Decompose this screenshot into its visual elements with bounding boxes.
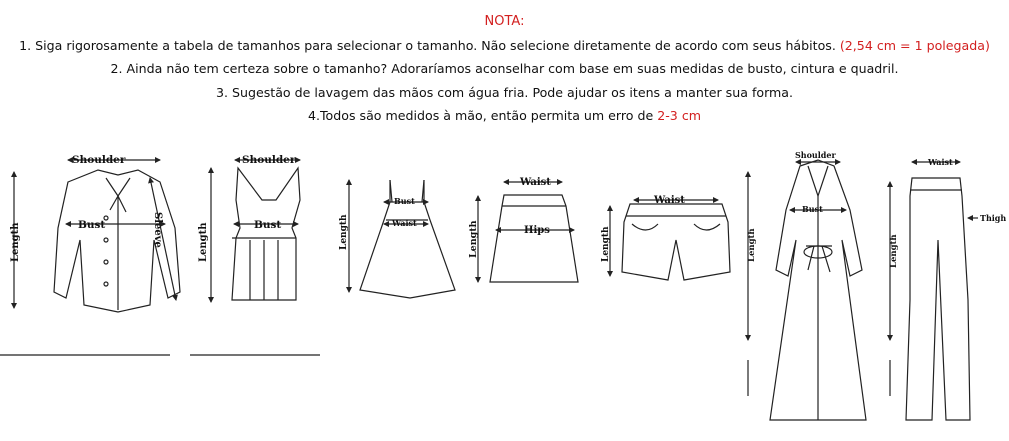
trousers-length-label: Length — [889, 234, 899, 268]
skirt-waist-label: Waist — [520, 177, 551, 188]
skirt-length-label: Length — [468, 220, 479, 258]
skirt-hips-label: Hips — [524, 225, 550, 236]
note-line-1-text: 1. Siga rigorosamente a tabela de tamanhos para selecionar o tamanho. Não selecione diretamente de acordo com seus hábitos. — [19, 37, 836, 53]
trousers-diagram — [890, 162, 978, 420]
shorts-diagram — [610, 200, 730, 280]
blouse-bust-label: Bust — [78, 219, 106, 231]
shorts-waist-label: Waist — [654, 195, 685, 206]
note-line-4-tolerance: 2-3 cm — [657, 108, 702, 123]
blouse-sleeve-label: Sleeve — [152, 212, 163, 248]
trousers-thigh-label: Thigh — [980, 213, 1007, 223]
vest-bust-label: Bust — [254, 219, 282, 231]
blouse-length-label: Length — [10, 222, 21, 262]
blouse-diagram — [0, 160, 180, 355]
coat-length-label: Length — [747, 228, 757, 262]
vest-shoulder-label: Shoulder — [242, 154, 296, 166]
note-line-4-text: 4.Todos são medidos à mão, então permita um erro de — [307, 108, 654, 123]
coat-bust-label: Bust — [802, 204, 823, 214]
coat-shoulder-label: Shoulder — [795, 150, 836, 160]
dress-bust-label: Bust — [394, 196, 415, 206]
coat-diagram — [748, 160, 866, 420]
note-line-3: 3. Sugestão de lavagem das mãos com água fria. Pode ajudar os itens a manter sua forma. — [215, 84, 794, 100]
trousers-waist-label: Waist — [928, 157, 953, 167]
dress-length-label: Length — [339, 214, 349, 250]
shorts-length-label: Length — [601, 226, 611, 262]
notes-title: NOTA: — [484, 14, 525, 29]
dress-waist-label: Waist — [392, 218, 417, 228]
vest-top-diagram — [190, 160, 320, 355]
note-line-2: 2. Ainda não tem certeza sobre o tamanho? Adoraríamos aconselhar com base em suas medidas de busto, cintura e quadril. — [110, 61, 899, 76]
vest-length-label: Length — [198, 222, 209, 262]
note-line-1-conversion: (2,54 cm = 1 polegada) — [839, 37, 990, 53]
blouse-shoulder-label: Shoulder — [72, 154, 126, 166]
